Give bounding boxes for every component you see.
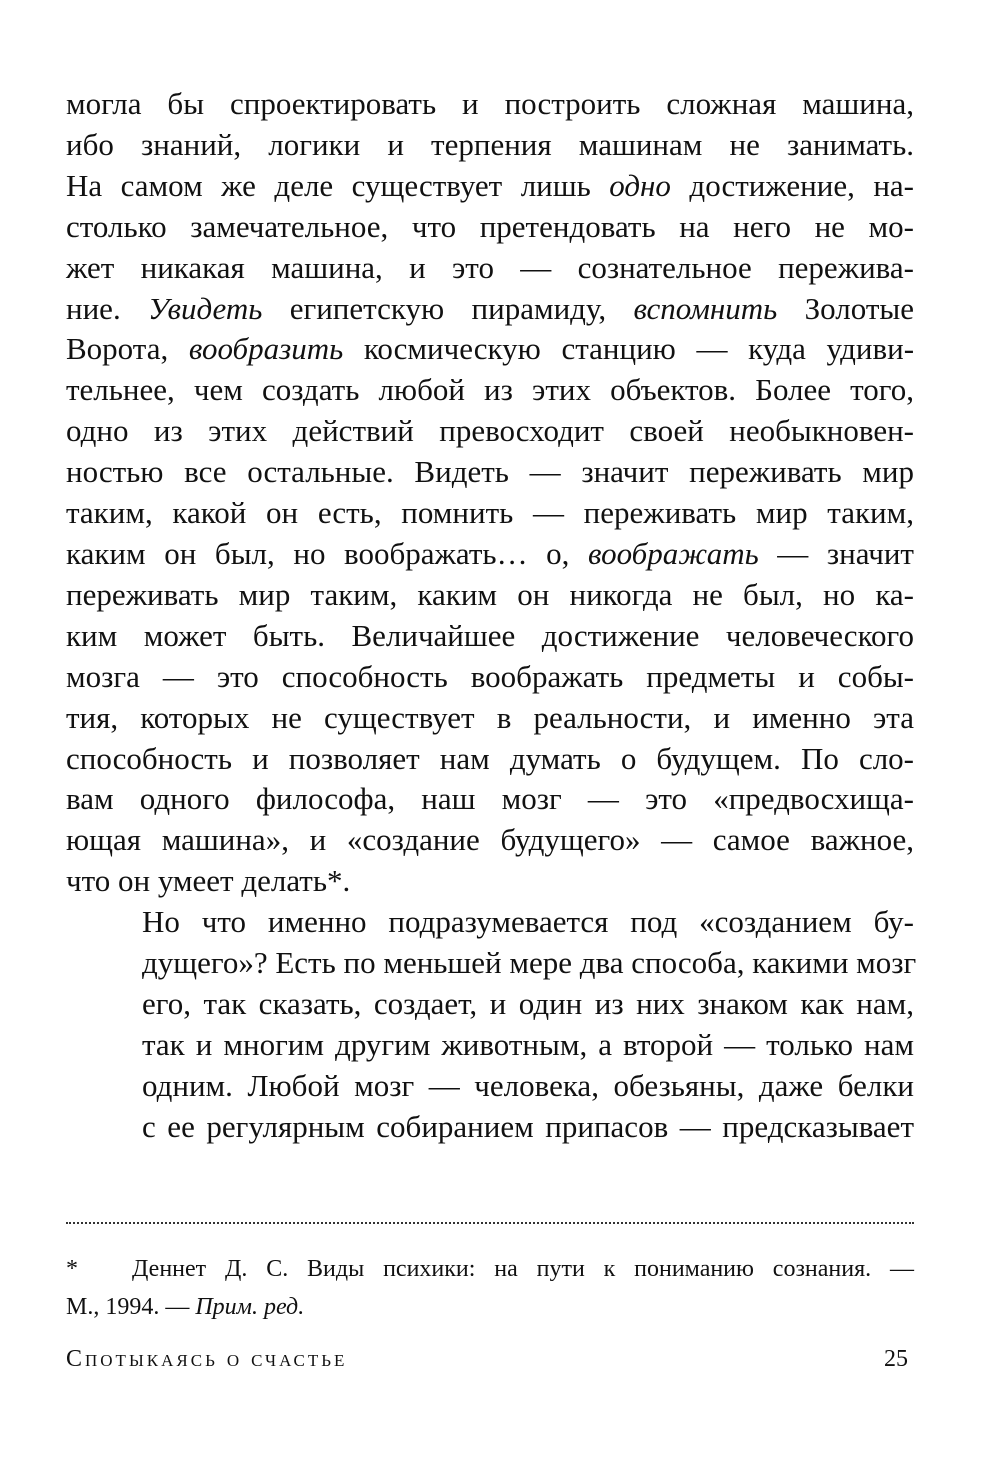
emphasis-text: Прим. ред. <box>195 1294 305 1320</box>
footnote-marker: * <box>66 1256 78 1282</box>
running-title: Спотыкаясь о счастье <box>66 1346 348 1372</box>
text-line <box>66 329 914 370</box>
text-line <box>66 289 914 330</box>
emphasis-text: воображать <box>588 535 759 571</box>
text-fragment: Золотые <box>777 290 914 326</box>
text-line: одним. Любой мозг — человека, обезьяны, даже белки <box>142 1067 914 1103</box>
text-line: ким может быть. Величайшее достижение человеческого <box>66 617 914 653</box>
footnote <box>66 1250 914 1326</box>
text-line: с ее регулярным собиранием припасов — предсказывает <box>142 1108 914 1144</box>
text-fragment: достижение, на- <box>670 167 914 203</box>
text-line: столько замечательное, что претендовать на него не мо- <box>66 208 914 244</box>
paragraph-1 <box>66 84 914 902</box>
page-number: 25 <box>884 1346 908 1372</box>
text-line <box>66 534 914 575</box>
text-line: тельнее, чем создать любой из этих объектов. Более того, <box>66 372 914 408</box>
text-line: способность и позволяет нам думать о будущем. По сло- <box>66 740 914 776</box>
text-line: могла бы спроектировать и построить сложная машина, <box>66 86 914 121</box>
footnote-divider <box>66 1222 914 1224</box>
text-line: Но что именно подразумевается под «созданием бу- <box>142 904 914 940</box>
emphasis-text: вообразить <box>188 331 344 367</box>
text-fragment: каким он был, но воображать… о, <box>66 535 589 571</box>
text-line: дущего»? Есть по меньшей мере два способа, какими мозг <box>142 945 917 981</box>
text-line: жет никакая машина, и это — сознательное пережива- <box>66 249 914 285</box>
footnote-line <box>66 1288 914 1326</box>
footnote-line: Деннет Д. С. Виды психики: на пути к пониманию сознания. — <box>132 1256 914 1282</box>
emphasis-text: Увидеть <box>148 290 263 326</box>
text-fragment: — значит <box>758 535 914 571</box>
text-fragment: ние. <box>66 290 149 326</box>
text-fragment: космическую станцию — куда удиви- <box>343 331 915 367</box>
text-fragment: На самом же деле существует лишь <box>66 167 610 203</box>
text-line: переживать мир таким, каким он никогда не был, но ка- <box>66 576 914 612</box>
text-line: ностью все остальные. Видеть — значит переживать мир <box>66 454 914 490</box>
main-text <box>66 84 917 1148</box>
text-line: тия, которых не существует в реальности, и именно эта <box>66 699 914 735</box>
text-line: вам одного философа, наш мозг — это «предвосхища- <box>66 781 914 817</box>
text-line: ющая машина», и «создание будущего» — самое важное, <box>66 822 914 858</box>
text-line: ибо знаний, логики и терпения машинам не занимать. <box>66 126 914 162</box>
text-line <box>66 166 914 207</box>
text-line: что он умеет делать*. <box>66 863 351 899</box>
text-line: его, так сказать, создает, и один из них знаком как нам, <box>142 985 914 1021</box>
paragraph-2 <box>66 902 917 1147</box>
emphasis-text: вспомнить <box>633 290 778 326</box>
text-line: мозга — это способность воображать предметы и собы- <box>66 658 914 694</box>
text-fragment: М., 1994. — <box>66 1294 196 1320</box>
text-fragment: Ворота, <box>66 331 189 367</box>
emphasis-text: одно <box>609 167 671 203</box>
text-line: одно из этих действий превосходит своей необыкновен- <box>66 413 914 449</box>
text-line: так и многим другим животным, а второй — только нам <box>142 1026 914 1062</box>
text-line: таким, какой он есть, помнить — переживать мир таким, <box>66 495 914 531</box>
text-fragment: египетскую пирамиду, <box>262 290 634 326</box>
